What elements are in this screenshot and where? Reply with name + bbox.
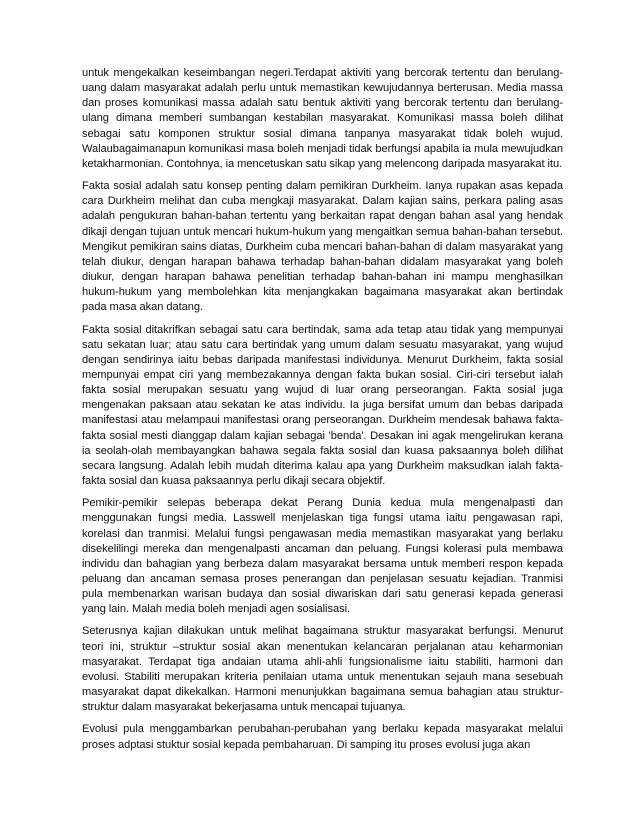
- paragraph-1: untuk mengekalkan keseimbangan negeri.Terdapat aktiviti yang bercorak tertentu dan berulang-uang dalam masyarakat adalah perlu untuk memastikan kewujudannya berterusan. Media massa dan proses komunikasi massa adalah satu bentuk aktiviti yang bercorak tertentu dan berulang-ulang dimana memberi sumbangan kestabilan masyarakat. Komunikasi massa boleh dilihat sebagai satu komponen struktur sosial dimana tanpanya masyarakat tidak boleh wujud. Walaubagaimanapun komunikasi masa boleh menjadi tidak berfungsi apabila ia mula mewujudkan ketakharmonian. Contohnya, ia mencetuskan satu sikap yang melencong daripada masyarakat itu.: [82, 67, 563, 170]
- paragraph-2: Fakta sosial adalah satu konsep penting dalam pemikiran Durkheim. Ianya rupakan asas kepada cara Durkheim melihat dan cuba mengkaji masyarakat. Dalam kajian sains, perkara paling asas adalah pengukuran bahan-bahan tertentu yang berkaitan rapat dengan bahan asal yang hendak dikaji dengan tujuan untuk mencari hukum-hukum yang mengaitkan semua bahan-bahan tersebut. Mengikut pemikiran sains diatas, Durkheim cuba mencari bahan-bahan di dalam masyarakat yang telah diukur, dengan harapan bahawa terhadap bahan-bahan didalam masyarakat yang boleh diukur, dengan harapan bahawa penelitian terhadap bahan-bahan ini mampu menghasilkan hukum-hukum yang membolehkan kita menjangkakan bagaimana masyarakat akan bertindak pada masa akan datang.: [82, 180, 563, 314]
- paragraph-3: Fakta sosial ditakrifkan sebagai satu cara bertindak, sama ada tetap atau tidak yang mempunyai satu sekatan luar; atau satu cara bertindak yang umum dalam sesuatu masyarakat, yang wujud dengan sendirinya iaitu bebas daripada manifestasi individunya. Menurut Durkheim, fakta sosial mempunyai empat ciri yang membezakannya dengan fakta bukan sosial. Ciri-ciri tersebut ialah fakta sosial merupakan sesuatu yang wujud di luar orang perseorangan. Fakta sosial juga mengenakan paksaan atau sekatan ke atas individu. Ia juga bersifat umum dan bebas daripada manifestasi atau melampaui manifestasi orang perseorangan. Durkheim mendesak bahawa fakta-fakta sosial mesti dianggap dalam kajian sebagai 'benda'. Desakan ini agak mengelirukan kerana ia seolah-olah membayangkan bahawa segala fakta sosial dan kuasa paksaannya boleh dilihat secara langsung. Adalah lebih mudah diterima kalau apa yang Durkheim maksudkan ialah fakta-fakta sosial dan kuasa paksaannya perlu dikaji secara objektif.: [82, 323, 563, 488]
- document-body: [82, 66, 563, 760]
- paragraph-5: Seterusnya kajian dilakukan untuk melihat bagaimana struktur masyarakat berfungsi. Menurut teori ini, struktur –struktur sosial akan menentukan kelancaran perjalanan atau keharmonian masyarakat. Terdapat tiga andaian utama ahli-ahli fungsionalisme iaitu stabiliti, harmoni dan evolusi. Stabiliti merupakan kriteria penilaian utama untuk menentukan sejauh mana sesebuah masyarakat dapat dikekalkan. Harmoni menunjukkan bagaimana semua bahagian atau struktur-struktur dalam masyarakat bekerjasama untuk mencapai tujuanya.: [82, 625, 563, 714]
- paragraph-4: Pemikir-pemikir selepas beberapa dekat Perang Dunia kedua mula mengenalpasti dan menggunakan fungsi media. Lasswell menjelaskan tiga fungsi utama iaitu pengawasan rapi, korelasi dan tranmisi. Melalui fungsi pengawasan media memastikan masyarakat yang berlaku disekelilingi mereka dan mengenalpasti ancaman dan peluang. Fungsi kolerasi pula membawa individu dan bahagian yang berbeza dalam masyarakat bersama untuk memberi respon kepada peluang dan ancaman semasa proses penerangan dan penjelasan sesuatu kejadian. Tranmisi pula membenarkan warisan budaya dan sosial diwariskan dari satu generasi kepada generasi yang lain. Malah media boleh menjadi agen sosialisasi.: [82, 497, 563, 616]
- paragraph-6: Evolusi pula menggambarkan perubahan-perubahan yang berlaku kepada masyarakat melalui proses adptasi stuktur sosial kepada pembaharuan. Di samping itu proses evolusi juga akan: [82, 723, 563, 751]
